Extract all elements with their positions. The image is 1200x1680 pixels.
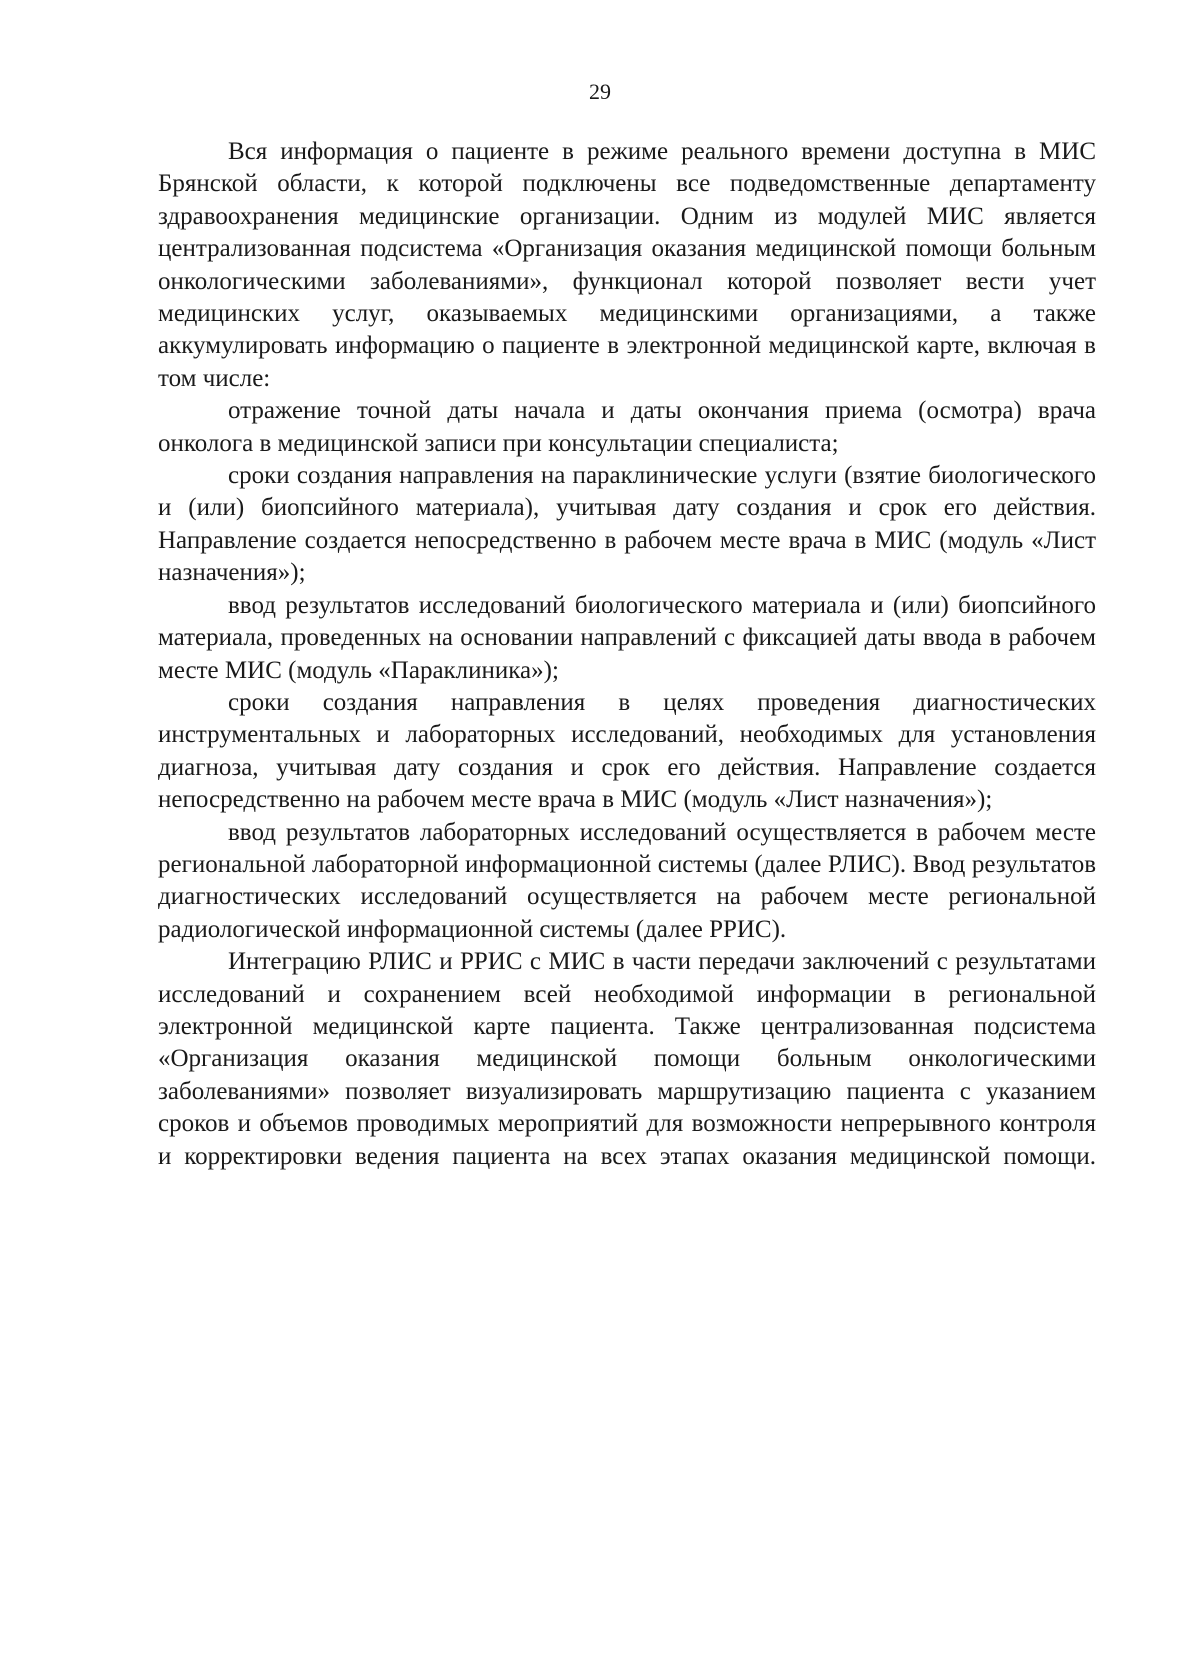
paragraph-list-item: ввод результатов исследований биологического материала и (или) биопсийного материала, проведенных на основании направлений с фиксацией даты ввода в рабочем месте МИС (модуль «Параклиника»);: [158, 591, 1096, 684]
paragraph-list-item: отражение точной даты начала и даты окончания приема (осмотра) врача онколога в медицинской записи при консультации специалиста;: [158, 397, 1096, 457]
paragraph-intro: Вся информация о пациенте в режиме реального времени доступна в МИС Брянской области, к которой подключены все подведомственные департаменту здравоохранения медицинские организации. Одним из модулей МИС является централизованная подсистема «Организация оказания медицинской помощи больным онкологическими заболеваниями», функционал которой позволяет вести учет медицинских услуг, оказываемых медицинскими организациями, а также аккумулировать информацию о пациенте в электронной медицинской карте, включая в том числе:: [158, 138, 1096, 392]
paragraph-list-item: ввод результатов лабораторных исследований осуществляется в рабочем месте региональной лабораторной информационной системы (далее РЛИС). Ввод результатов диагностических исследований осуществляется на рабочем месте региональной радиологической информационной системы (далее РРИС).: [158, 818, 1096, 943]
paragraph-list-item: сроки создания направления в целях проведения диагностических инструментальных и лабораторных исследований, необходимых для установления диагноза, учитывая дату создания и срок его действия. Направление создается непосредственно на рабочем месте врача в МИС (модуль «Лист назначения»);: [158, 688, 1096, 814]
paragraph-list-item: сроки создания направления на параклинические услуги (взятие биологического и (или) биопсийного материала), учитывая дату создания и срок его действия. Направление создается непосредственно в рабочем месте врача в МИС (модуль «Лист назначения»);: [158, 462, 1096, 587]
page-number: 29: [589, 79, 611, 104]
document-body: [158, 136, 1096, 1173]
paragraph-integration: Интеграцию РЛИС и РРИС с МИС в части передачи заключений с результатами исследований и сохранением всей необходимой информации в региональной электронной медицинской карте пациента. Также централизованная подсистема «Организация оказания медицинской помощи больным онкологическими заболеваниями» позволяет визуализировать маршрутизацию пациента с указанием сроков и объемов проводимых мероприятий для возможности непрерывного контроля и корректировки ведения пациента на всех этапах оказания медицинской помощи.: [158, 948, 1096, 1170]
